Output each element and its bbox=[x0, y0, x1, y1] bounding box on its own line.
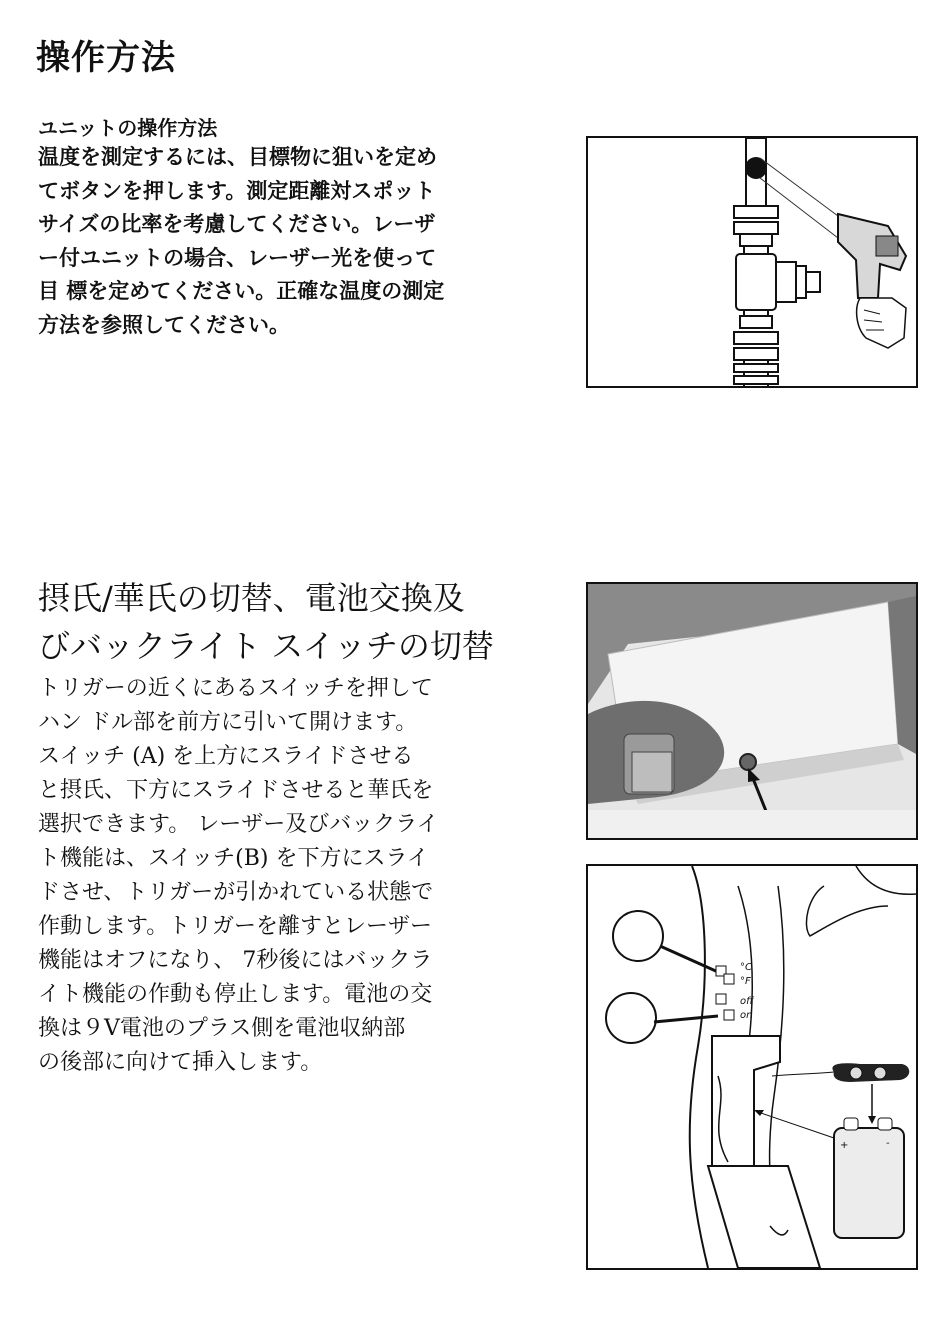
section2-line: イト機能の作動も停止します。電池の交 bbox=[38, 982, 433, 1007]
section1-heading: ユニットの操作方法 bbox=[38, 116, 218, 140]
off-label: off bbox=[740, 996, 754, 1007]
section1-body bbox=[38, 140, 538, 341]
page-title: 操作方法 bbox=[36, 38, 176, 78]
figure-handle-switch-photo bbox=[586, 582, 918, 840]
celsius-label: °C bbox=[740, 962, 752, 973]
section1-line: 方法を参照してください。 bbox=[38, 311, 290, 337]
section1-line: 目 標を定めてください。正確な温度の測定 bbox=[38, 278, 445, 303]
section2-line: スイッチ (A) を上方にスライドさせる bbox=[38, 744, 414, 769]
section2-line: ト機能は、スイッチ(B) を下方にスライ bbox=[38, 846, 429, 871]
section2-line: の後部に向けて挿入します。 bbox=[38, 1050, 323, 1075]
plus-label: + bbox=[840, 1140, 849, 1151]
section2-line: 換は９V電池のプラス側を電池収納部 bbox=[38, 1016, 406, 1041]
on-label: on bbox=[740, 1010, 753, 1021]
minus-label: - bbox=[886, 1138, 890, 1149]
section2-body bbox=[38, 672, 538, 1080]
section1-line: てボタンを押します。測定距離対スポット bbox=[38, 177, 436, 203]
section2-line: ドさせ、トリガーが引かれている状態で bbox=[38, 880, 434, 905]
thermometer-aiming-illustration bbox=[588, 138, 916, 386]
fahrenheit-label: °F bbox=[740, 976, 751, 987]
section2-line: ハン ドル部を前方に引いて開けます。 bbox=[38, 710, 418, 735]
section2-line: 選択できます。 レーザー及びバックライ bbox=[38, 812, 439, 837]
section1-line: ー付ユニットの場合、レーザー光を使って bbox=[38, 244, 437, 270]
handle-switch-illustration bbox=[588, 584, 916, 838]
section1-line: サイズの比率を考慮してください。レーザ bbox=[38, 211, 436, 236]
section2-heading-line: 摂氏/華氏の切替、電池交換及 bbox=[38, 579, 465, 617]
section2-heading bbox=[38, 574, 494, 670]
figure-thermometer-aiming bbox=[586, 136, 918, 388]
section2-line: 機能はオフになり、 7秒後にはバックラ bbox=[38, 948, 433, 973]
section1-line: 温度を測定するには、目標物に狙いを定め bbox=[38, 144, 437, 169]
section2-line: と摂氏、下方にスライドさせると華氏を bbox=[38, 778, 434, 803]
section2-heading-line: びバックライト スイッチの切替 bbox=[38, 627, 494, 665]
battery-compartment-illustration bbox=[588, 866, 916, 1268]
section2-line: トリガーの近くにあるスイッチを押して bbox=[38, 676, 433, 701]
section2-line: 作動します。トリガーを離すとレーザー bbox=[38, 914, 433, 939]
figure-battery-compartment bbox=[586, 864, 918, 1270]
